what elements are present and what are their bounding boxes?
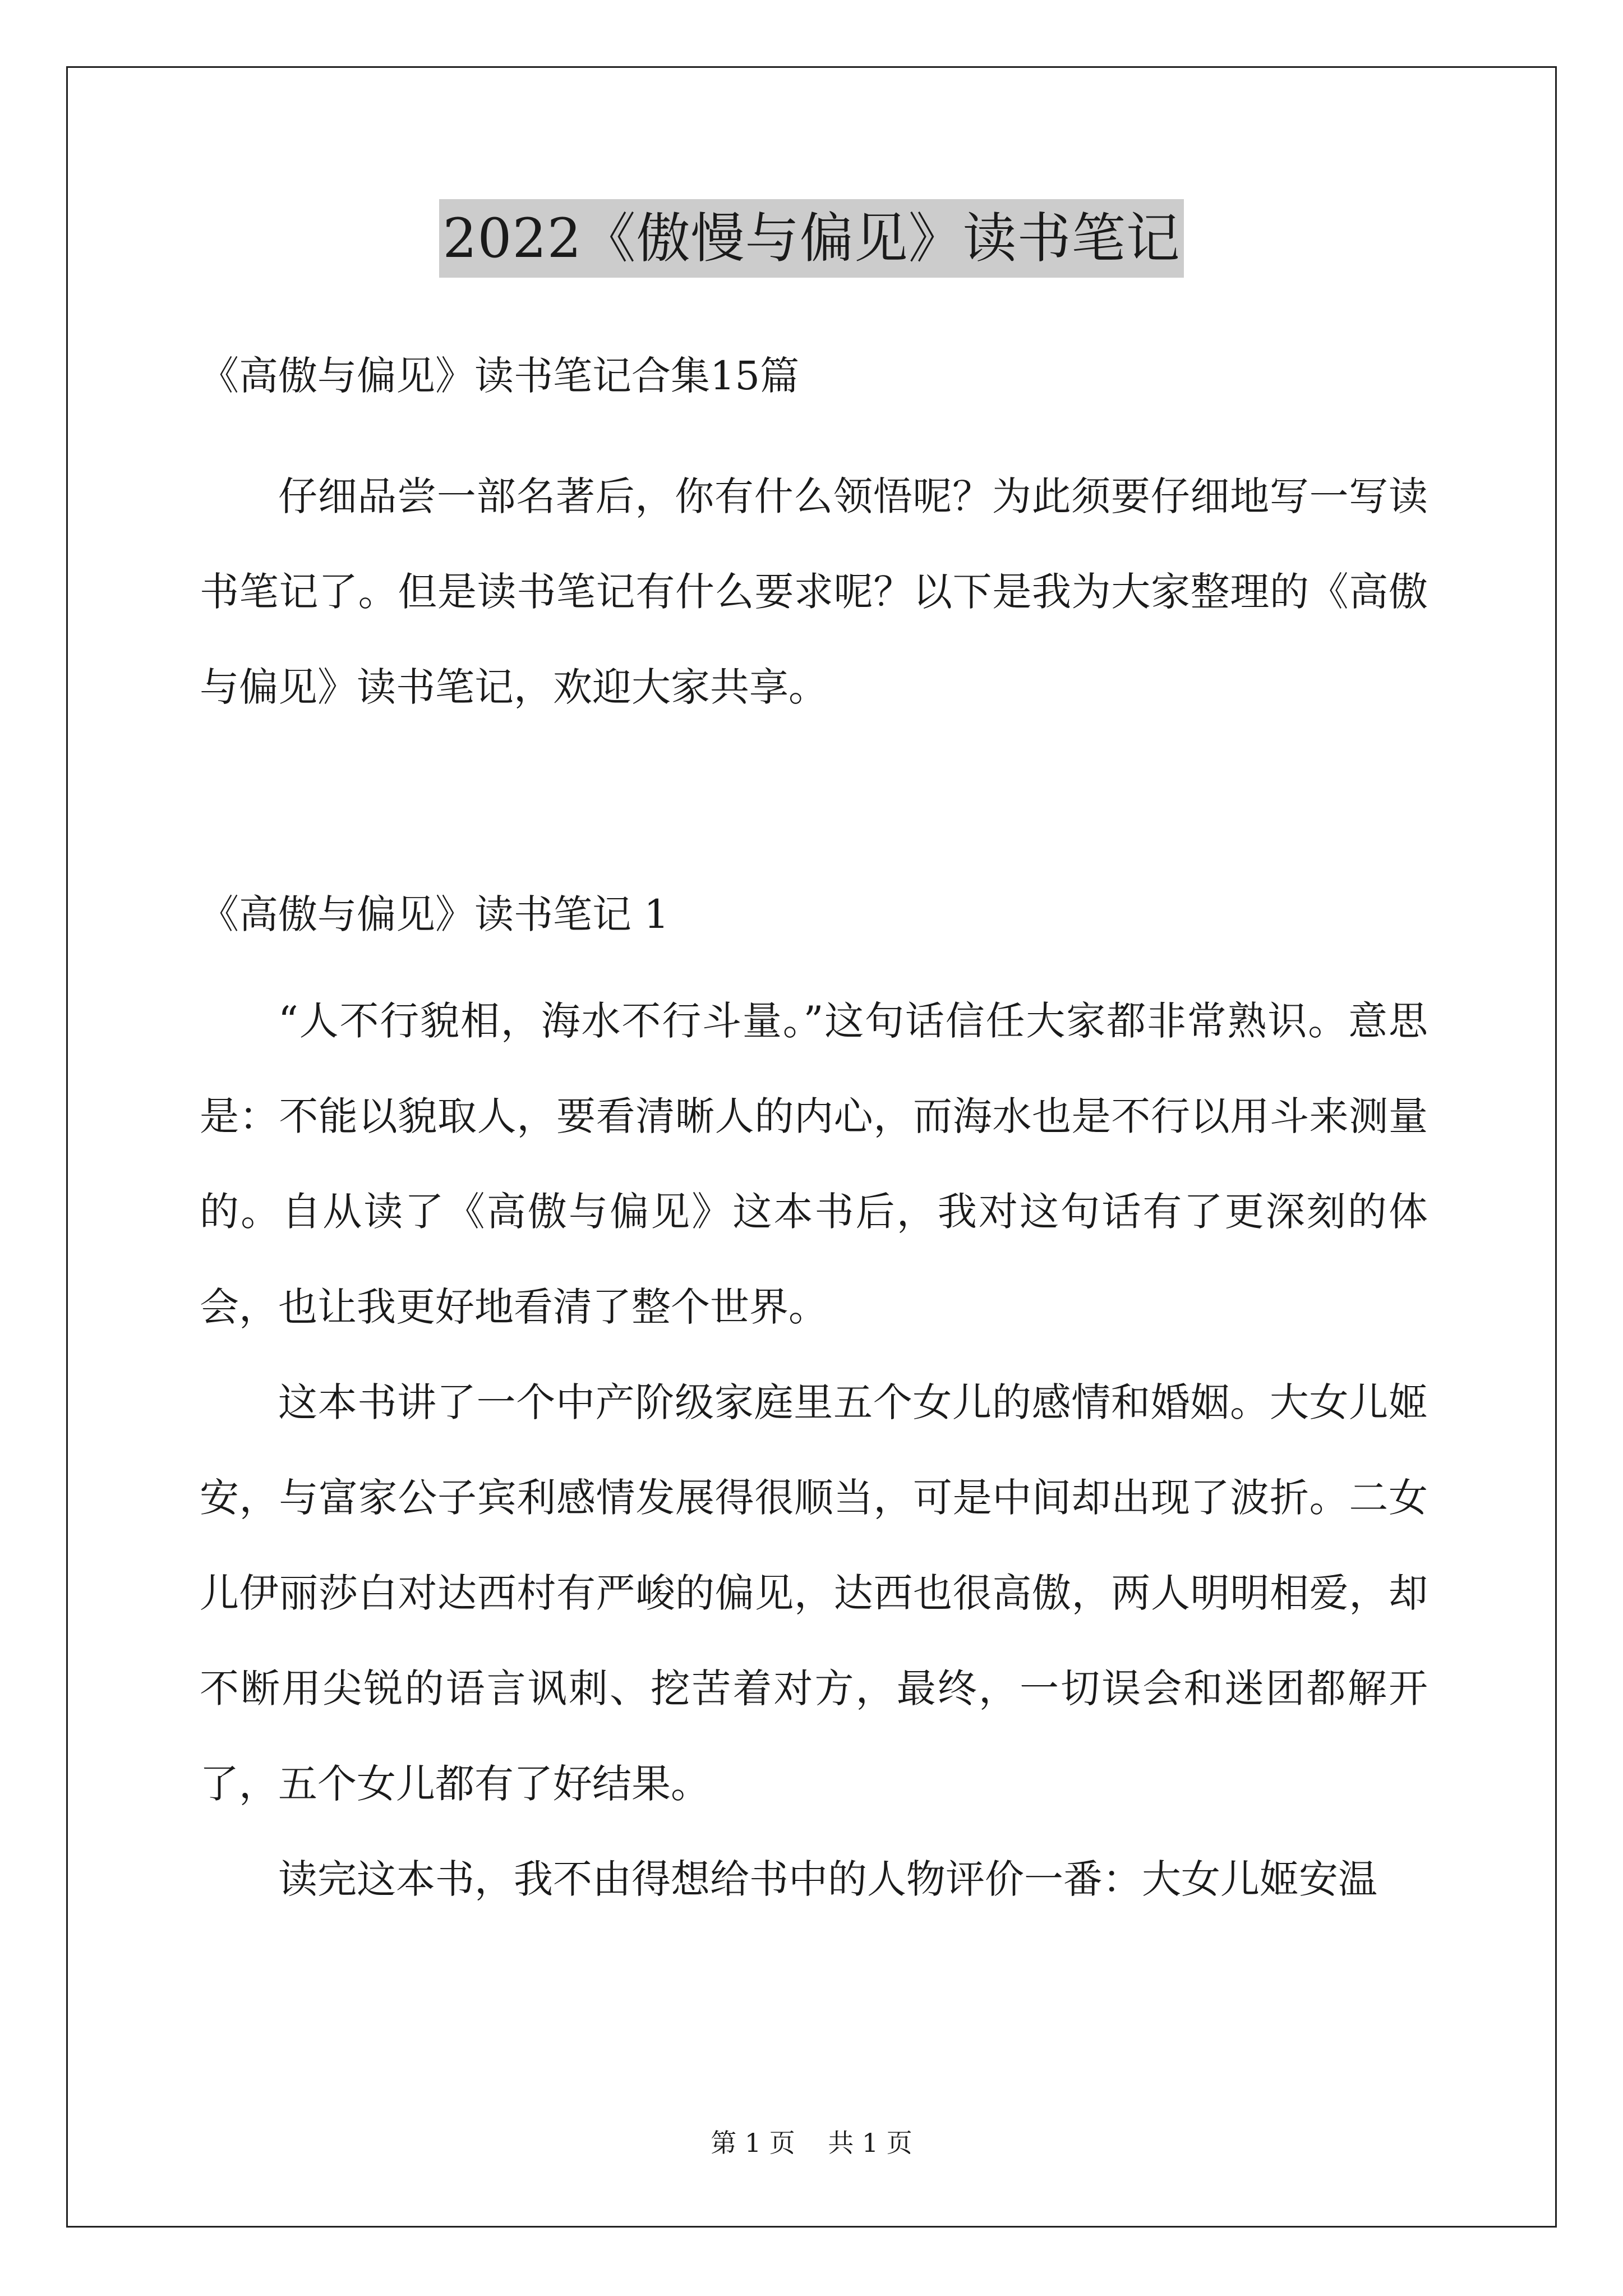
page-number-label: 第 1 页 共 1 页 bbox=[711, 2128, 912, 2158]
body-paragraph-2: 这本书讲了一个中产阶级家庭里五个女儿的感情和婚姻。大女儿姬安，与富家公子宾利感情发展得很顺当，可是中间却出现了波折。二女儿伊丽莎白对达西村有严峻的偏见，达西也很高傲，两人明明相爱，却不断用尖锐的语言讽刺、挖苦着对方，最终，一切误会和迷团都解开了，五个女儿都有了好结果。 bbox=[200, 1379, 1428, 1807]
section-heading: 《高傲与偏见》读书笔记 1 bbox=[200, 891, 669, 937]
intro-paragraph: 仔细品尝一部名著后，你有什么领悟呢？为此须要仔细地写一写读书笔记了。但是读书笔记有什么要求呢？以下是我为大家整理的《高傲与偏见》读书笔记，欢迎大家共享。 bbox=[200, 473, 1428, 710]
body-paragraph-1: “人不行貌相，海水不行斗量。”这句话信任大家都非常熟识。意思是：不能以貌取人，要看清晰人的内心，而海水也是不行以用斗来测量的。自从读了《高傲与偏见》这本书后，我对这句话有了更深刻的体会，也让我更好地看清了整个世界。 bbox=[200, 998, 1428, 1330]
document-subtitle: 《高傲与偏见》读书笔记合集15篇 bbox=[200, 353, 800, 399]
document-title: 2022《傲慢与偏见》读书笔记 bbox=[439, 199, 1183, 278]
title-container bbox=[0, 199, 1623, 278]
page-footer bbox=[0, 2126, 1623, 2160]
body-paragraph-3: 读完这本书，我不由得想给书中的人物评价一番：大女儿姬安温 bbox=[278, 1856, 1377, 1902]
